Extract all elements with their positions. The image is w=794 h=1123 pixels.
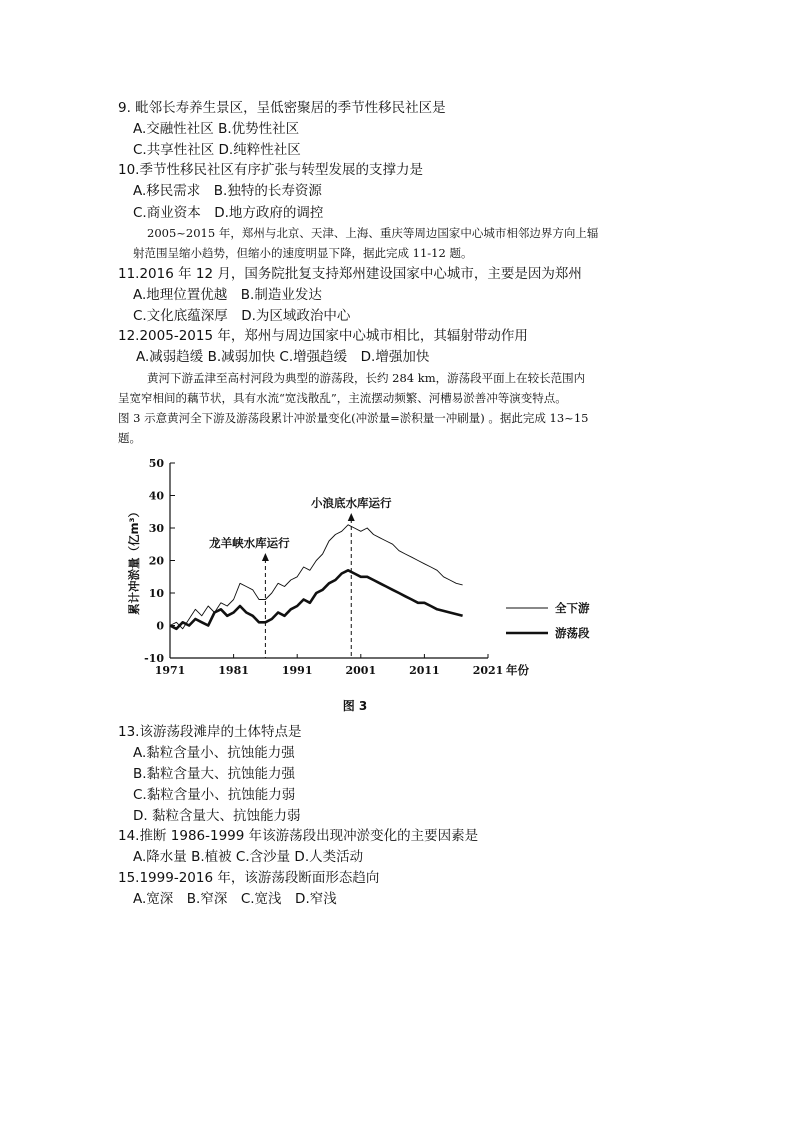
- y-tick-label: 30: [148, 522, 164, 535]
- q13-stem: 13.该游荡段滩岸的土体特点是: [118, 724, 302, 740]
- q11-options-cd: C.文化底蕴深厚 D.为区域政治中心: [133, 308, 351, 324]
- y-tick-label: 20: [148, 554, 164, 568]
- x-tick-label: 2021: [472, 664, 504, 677]
- x-tick-label: 2001: [345, 664, 377, 677]
- passage1-line2: 射范围呈缩小趋势，但缩小的速度明显下降，据此完成 11-12 题。: [133, 246, 473, 260]
- q11-stem: 11.2016 年 12 月，国务院批复支持郑州建设国家中心城市，主要是因为郑州: [118, 266, 582, 282]
- y-tick-label: 40: [148, 489, 164, 503]
- annotation-arrow: [348, 513, 355, 521]
- q10-options-cd: C.商业资本 D.地方政府的调控: [133, 205, 324, 221]
- q9-stem: 9. 毗邻长寿养生景区，呈低密聚居的季节性移民社区是: [118, 100, 446, 116]
- x-tick-label: 2011: [409, 664, 440, 677]
- annotation-label: 龙羊峡水库运行: [209, 536, 290, 550]
- y-tick-label: 50: [148, 457, 164, 470]
- q15-stem: 15.1999-2016 年，该游荡段断面形态趋向: [118, 870, 380, 886]
- series-line-2: [170, 570, 463, 629]
- y-tick-label: 0: [156, 619, 164, 633]
- passage2-line3: 图 3 示意黄河全下游及游荡段累计冲淤量变化(冲淤量=淤积量一冲刷量) 。据此完成 13~15: [118, 411, 589, 425]
- x-axis-label: 年份: [506, 663, 529, 677]
- figure-3-chart: [118, 450, 638, 740]
- q14-stem: 14.推断 1986-1999 年该游荡段出现冲淤变化的主要因素是: [118, 828, 479, 844]
- q10-stem: 10.季节性移民社区有序扩张与转型发展的支撑力是: [118, 162, 423, 178]
- annotation-label: 小浪底水库运行: [311, 496, 392, 510]
- figure-label: 图 3: [342, 699, 368, 713]
- q13-option-b: B.黏粒含量大、抗蚀能力强: [133, 766, 296, 782]
- q13-option-a: A.黏粒含量小、抗蚀能力强: [133, 745, 295, 761]
- passage1-line1: 2005~2015 年，郑州与北京、天津、上海、重庆等周边国家中心城市相邻边界方向上辐: [147, 226, 599, 240]
- y-axis-label: 累计冲淤量（亿m³）: [127, 505, 141, 616]
- q13-option-c: C.黏粒含量小、抗蚀能力弱: [133, 787, 296, 803]
- y-tick-label: 10: [148, 587, 164, 600]
- q9-options-cd: C.共享性社区 D.纯粹性社区: [133, 142, 301, 158]
- passage2-line2: 呈宽窄相间的藕节状，具有水流“宽浅散乱”，主流摆动频繁、河槽易淤善冲等演变特点。: [118, 391, 567, 405]
- x-tick-label: 1971: [154, 664, 186, 677]
- q11-options-ab: A.地理位置优越 B.制造业发达: [133, 287, 322, 303]
- q12-options: A.减弱趋缓 B.减弱加快 C.增强趋缓 D.增强加快: [136, 349, 430, 365]
- q9-options-ab: A.交融性社区 B.优势性社区: [133, 121, 300, 137]
- legend-label: 游荡段: [555, 626, 590, 640]
- q12-stem: 12.2005-2015 年，郑州与周边国家中心城市相比，其辐射带动作用: [118, 328, 528, 344]
- q10-options-ab: A.移民需求 B.独特的长寿资源: [133, 183, 322, 199]
- q13-option-d: D. 黏粒含量大、抗蚀能力弱: [133, 808, 301, 824]
- passage2-line1: 黄河下游孟津至高村河段为典型的游荡段，长约 284 km，游荡段平面上在较长范围内: [147, 371, 586, 385]
- annotation-arrow: [262, 553, 269, 561]
- x-tick-label: 1991: [281, 664, 313, 677]
- q14-options: A.降水量 B.植被 C.含沙量 D.人类活动: [133, 849, 364, 865]
- y-tick-label: -10: [144, 652, 164, 665]
- x-tick-label: 1981: [218, 664, 249, 677]
- legend-label: 全下游: [555, 601, 590, 615]
- passage2-line4: 题。: [118, 431, 141, 445]
- q15-options: A.宽深 B.窄深 C.宽浅 D.窄浅: [133, 891, 337, 907]
